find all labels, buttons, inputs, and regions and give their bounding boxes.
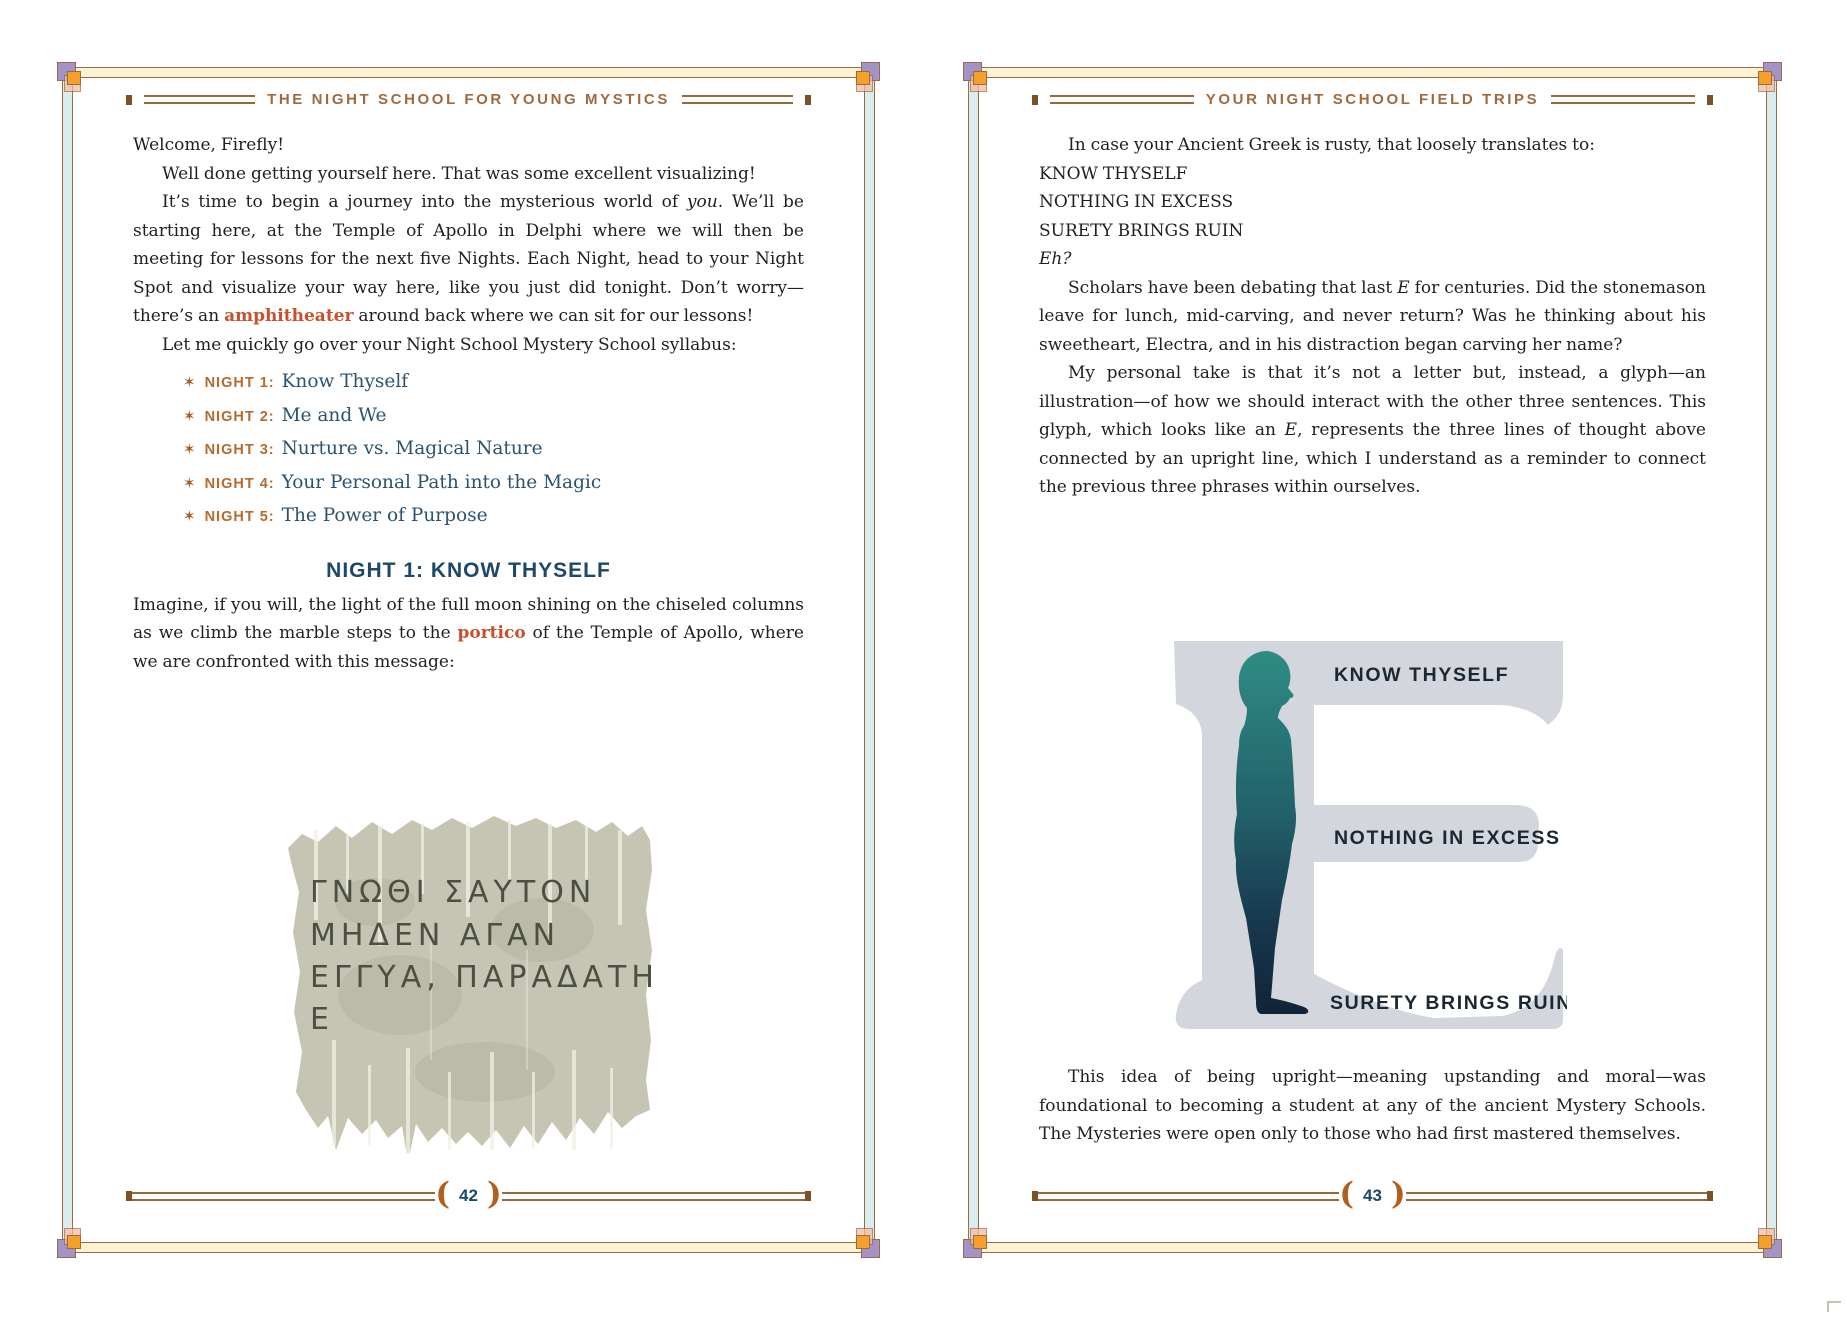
border-band-right <box>864 75 875 1245</box>
next-page-corner-mark <box>1827 1301 1841 1312</box>
night-title: The Power of Purpose <box>281 505 488 526</box>
syllabus-item <box>183 500 804 534</box>
star-icon: ✶ <box>183 440 196 458</box>
corner-ornament <box>844 1222 880 1258</box>
night-title: Nurture vs. Magical Nature <box>281 438 543 459</box>
syllabus-list <box>133 366 804 534</box>
rule-end-cap <box>805 1191 811 1201</box>
page-number: 43 <box>1363 1186 1382 1205</box>
page-footer <box>1032 1176 1713 1212</box>
section-paragraphs <box>133 591 804 677</box>
tablet-greek-line: ΜΗΔΕΝ ΑΓΑΝ <box>310 918 561 953</box>
page-footer <box>126 1176 811 1212</box>
running-head-title: THE NIGHT SCHOOL FOR YOUNG MYSTICS <box>267 91 670 108</box>
star-icon: ✶ <box>183 406 196 425</box>
paragraph: This idea of being upright—meaning upstanding and moral—was foundational to becoming a student at any of the ancient Mystery Schools. The Mysteries were open only to those who had first mastered themselves. <box>1039 1067 1706 1144</box>
letter-e-illustration <box>1172 638 1567 1030</box>
footer-paren: ( <box>1339 1176 1355 1212</box>
corner-ornament <box>57 1222 93 1258</box>
night-label: NIGHT 1: <box>204 375 275 391</box>
border-band-bottom <box>70 1242 867 1253</box>
paragraph: KNOW THYSELF <box>1039 163 1188 184</box>
border-band-left <box>62 75 73 1245</box>
page-number: 42 <box>459 1186 478 1205</box>
tablet-greek-line: Ε <box>310 1002 334 1037</box>
right-page-body <box>1039 131 1706 502</box>
paragraph: My personal take is that it’s not a letter but, instead, a glyph—an illustration—of how we should interact with the other three sentences. This glyph, which looks like an E, represents the three lines of thought above connected by an upright line, which I understand as a reminder to connect the previous three phrases within ourselves. <box>1039 363 1706 497</box>
night-label: NIGHT 5: <box>204 509 275 525</box>
footer-rule <box>132 1192 435 1201</box>
footer-rule <box>502 1192 805 1201</box>
star-icon: ✶ <box>183 473 196 492</box>
paragraph: Imagine, if you will, the light of the full moon shining on the chiseled columns as we climb the marble steps to the portico of the Temple of Apollo, where we are confronted with this message: <box>133 594 804 672</box>
running-head-title: YOUR NIGHT SCHOOL FIELD TRIPS <box>1205 91 1540 108</box>
body-paragraphs <box>1039 131 1706 502</box>
paragraph: Eh? <box>1039 249 1072 269</box>
paragraph: Well done getting yourself here. That was some excellent visualizing! <box>162 163 756 184</box>
section-heading: NIGHT 1: KNOW THYSELF <box>326 558 611 582</box>
star-icon: ✶ <box>183 373 196 391</box>
header-rule <box>144 95 255 104</box>
corner-ornament <box>844 62 880 98</box>
paragraph: SURETY BRINGS RUIN <box>1039 220 1244 241</box>
illustration-label-surety-brings-ruin: SURETY BRINGS RUIN <box>1330 992 1567 1014</box>
rule-end-cap <box>1707 95 1713 105</box>
corner-ornament <box>57 62 93 98</box>
paragraph: Scholars have been debating that last E for centuries. Did the stonemason leave for lunch, mid-carving, and never return? Was he thinking about his sweetheart, Electra, and in his distraction began carving her name? <box>1039 277 1706 355</box>
footer-rule <box>1406 1192 1707 1201</box>
border-band-top <box>70 67 867 78</box>
right-page <box>968 67 1777 1253</box>
paragraph: It’s time to begin a journey into the mysterious world of you. We’ll be starting here, at the Temple of Apollo in Delphi where we will then be meeting for lessons for the next five Nights. Each Night, head to your Night Spot and visualize your way here, like you just did tonight. Don’t worry—there’s an amphitheater around back where we can sit for our lessons! <box>133 192 804 326</box>
night-title: Know Thyself <box>281 371 409 392</box>
footer-paren: ( <box>435 1176 451 1212</box>
tablet-greek-line: ΓΝΩΘΙ ΣΑΥΤΟΝ <box>310 875 597 910</box>
footer-paren: ) <box>486 1176 502 1212</box>
paragraph: In case your Ancient Greek is rusty, that loosely translates to: <box>1068 135 1595 155</box>
intro-paragraphs <box>133 131 804 359</box>
illustration-label-know-thyself: KNOW THYSELF <box>1334 664 1510 686</box>
header-rule <box>1050 95 1194 104</box>
rule-end-cap <box>1032 95 1038 105</box>
border-band-right <box>1766 75 1777 1245</box>
footer-paren: ) <box>1390 1176 1406 1212</box>
corner-ornament <box>1746 1222 1782 1258</box>
left-page-body <box>133 131 804 676</box>
header-rule <box>682 95 793 104</box>
border-band-bottom <box>976 1242 1769 1253</box>
closing-paragraphs <box>1039 1063 1706 1149</box>
syllabus-item <box>183 433 804 467</box>
paragraph: Welcome, Firefly! <box>133 135 285 155</box>
rule-end-cap <box>1707 1191 1713 1201</box>
header-rule <box>1551 95 1695 104</box>
running-head <box>1032 91 1713 108</box>
night-label: NIGHT 2: <box>204 408 275 425</box>
running-head <box>126 91 811 108</box>
left-page <box>62 67 875 1253</box>
night-title: Me and We <box>281 404 387 426</box>
syllabus-item <box>183 400 804 434</box>
footer-rule <box>1038 1192 1339 1201</box>
night-title: Your Personal Path into the Magic <box>281 471 602 493</box>
paragraph: NOTHING IN EXCESS <box>1039 192 1234 212</box>
syllabus-item <box>183 467 804 501</box>
stone-tablet-illustration <box>280 810 657 1153</box>
rule-end-cap <box>126 95 132 105</box>
corner-ornament <box>1746 62 1782 98</box>
paragraph: Let me quickly go over your Night School Mystery School syllabus: <box>162 334 737 355</box>
corner-ornament <box>963 62 999 98</box>
night-label: NIGHT 4: <box>204 475 275 492</box>
border-band-left <box>968 75 979 1245</box>
syllabus-item <box>183 366 804 400</box>
border-band-top <box>976 67 1769 78</box>
illustration-label-nothing-in-excess: NOTHING IN EXCESS <box>1334 827 1561 849</box>
rule-end-cap <box>805 95 811 105</box>
tablet-greek-line: ΕΓΓΥΑ, ΠΑΡΑΔΑΤΗ <box>310 960 657 995</box>
corner-ornament <box>963 1222 999 1258</box>
star-icon: ✶ <box>183 507 196 525</box>
night-label: NIGHT 3: <box>204 442 275 458</box>
